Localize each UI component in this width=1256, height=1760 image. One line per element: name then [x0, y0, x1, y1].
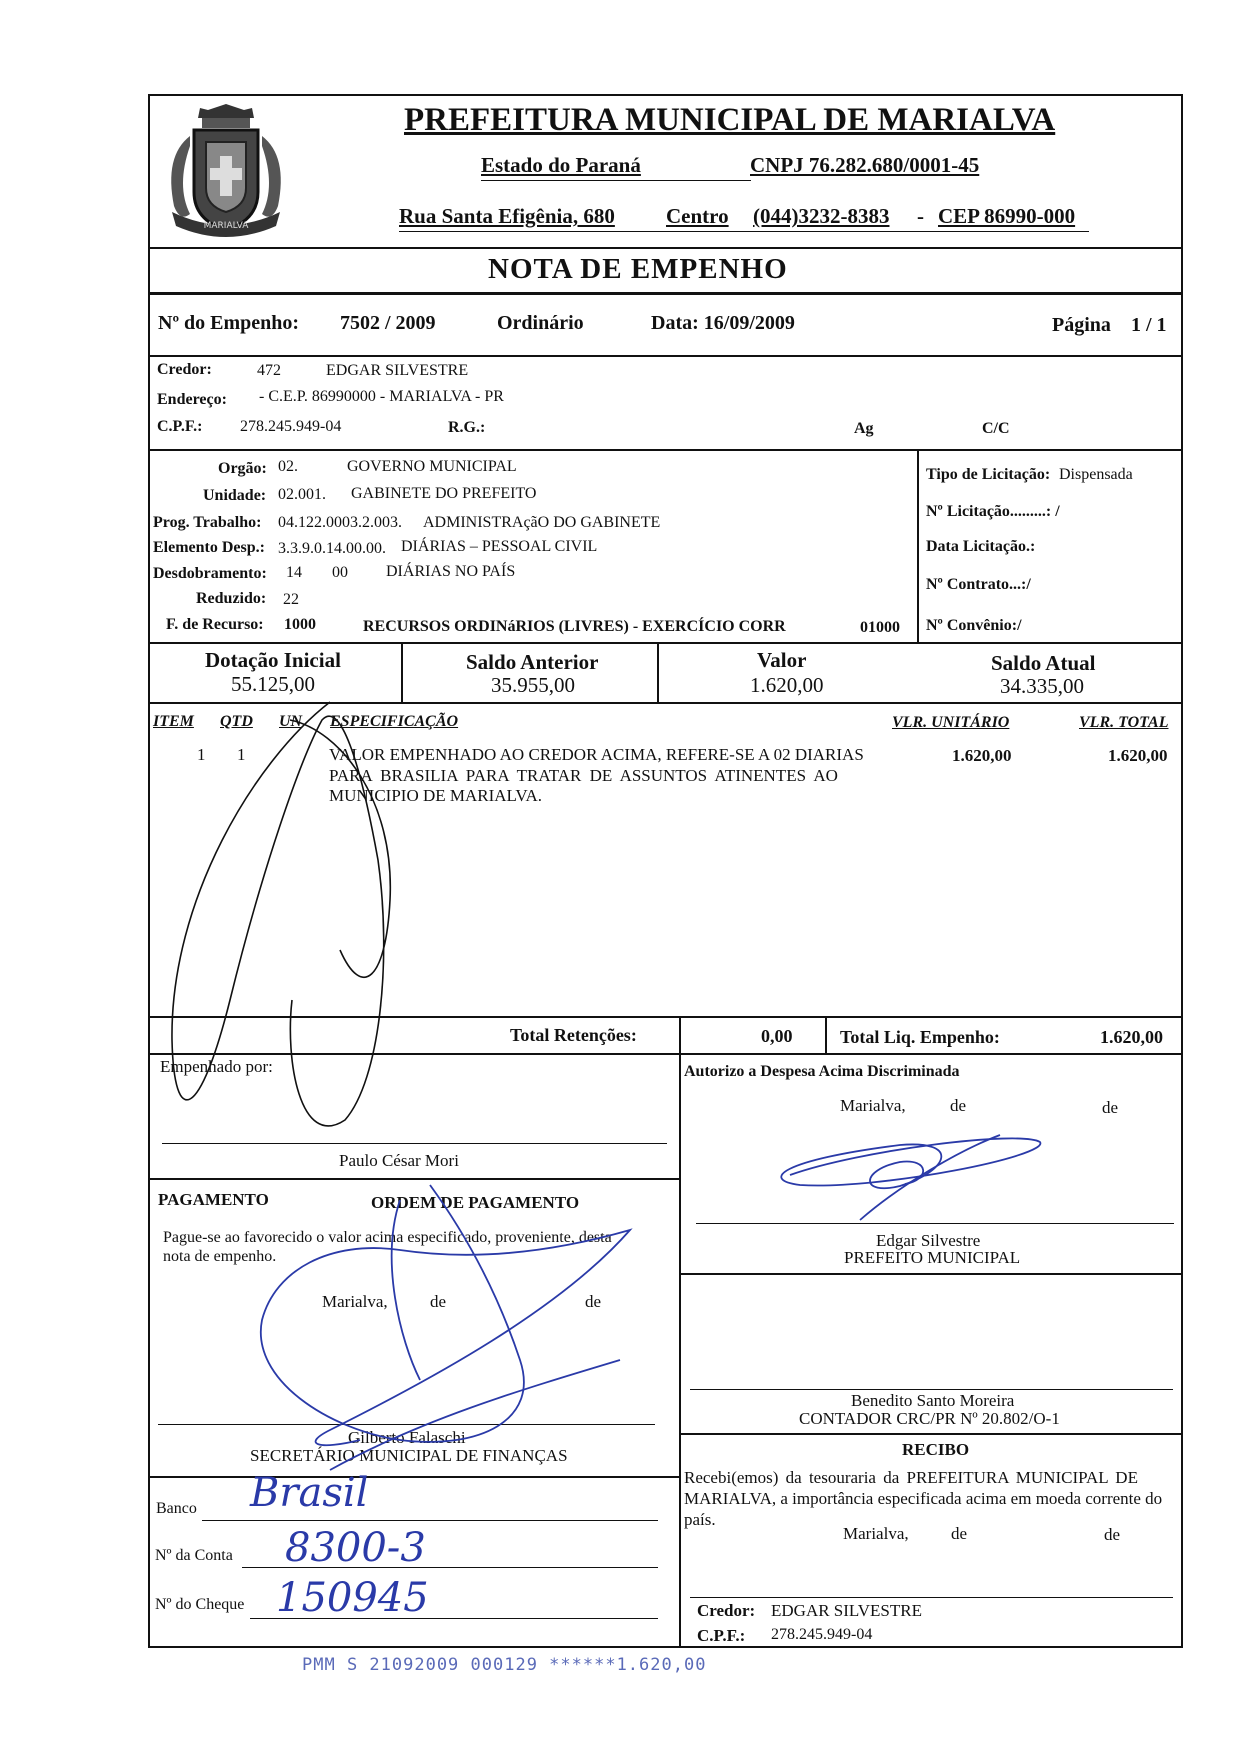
secretario-name: Gilberto Falaschi: [348, 1428, 466, 1447]
divider: [679, 1053, 681, 1648]
cheque-label: Nº do Cheque: [155, 1596, 245, 1613]
item-number: 1: [197, 745, 206, 764]
credor-label: Credor:: [157, 361, 212, 378]
street-address: Rua Santa Efigênia, 680: [399, 204, 615, 228]
banco-handwritten: Brasil: [250, 1470, 369, 1516]
signature-line: [690, 1597, 1173, 1598]
autorizo-month-separator: de: [1102, 1098, 1119, 1117]
divider: [917, 449, 919, 643]
recurso-label: F. de Recurso:: [166, 616, 264, 633]
divider: [679, 1273, 1183, 1275]
orgao-label: Orgão:: [218, 460, 267, 477]
divider: [148, 355, 1183, 357]
orgao-name: GOVERNO MUNICIPAL: [347, 458, 517, 475]
tipo-licitacao-label: Tipo de Licitação:: [926, 466, 1051, 483]
pagamento-label: PAGAMENTO: [158, 1190, 269, 1209]
document-title: NOTA DE EMPENHO: [488, 253, 788, 285]
empenho-date: Data: 16/09/2009: [651, 312, 795, 334]
divider: [148, 1476, 680, 1478]
column-header-item: ITEM: [153, 713, 194, 730]
divider: [148, 1178, 680, 1180]
saldo-anterior-value: 35.955,00: [491, 673, 575, 697]
unidade-name: GABINETE DO PREFEITO: [351, 485, 537, 502]
divider: [657, 642, 659, 702]
retencoes-label: Total Retenções:: [510, 1025, 637, 1045]
tipo-licitacao-value: Dispensada: [1059, 466, 1133, 483]
column-header-un: UN: [279, 713, 303, 730]
divider: [148, 247, 1183, 249]
valor-value: 1.620,00: [750, 673, 824, 697]
item-spec-line: PARA BRASILIA PARA TRATAR DE ASSUNTOS ATINENTES AO: [329, 766, 838, 785]
recibo-credor-name: EDGAR SILVESTRE: [771, 1601, 922, 1620]
autorizo-city: Marialva,: [840, 1096, 906, 1115]
recurso-name: RECURSOS ORDINáRIOS (LIVRES) - EXERCÍCIO CORR: [363, 618, 786, 635]
conta-handwritten: 8300-3: [285, 1525, 426, 1571]
item-spec-line: VALOR EMPENHADO AO CREDOR ACIMA, REFERE-SE A 02 DIARIAS: [329, 745, 864, 764]
recibo-title: RECIBO: [902, 1440, 970, 1459]
signature-line: [690, 1389, 1173, 1390]
page-label: Página: [1052, 314, 1111, 336]
pagamento-day-separator: de: [430, 1292, 447, 1311]
item-unit-value: 1.620,00: [952, 746, 1012, 765]
cep: CEP 86990-000: [938, 204, 1076, 228]
dotacao-value: 55.125,00: [231, 672, 315, 696]
unidade-code: 02.001.: [278, 486, 326, 503]
municipal-coat-of-arms-icon: [150, 96, 302, 246]
divider: [825, 1016, 827, 1054]
numero-convenio: Nº Convênio:/: [926, 617, 1022, 634]
recibo-text-line: MARIALVA, a importância especificada acima em moeda corrente do: [684, 1489, 1163, 1508]
address-separator: -: [917, 204, 924, 228]
numero-contrato: Nº Contrato...:/: [926, 576, 1031, 593]
valor-label: Valor: [757, 648, 807, 672]
credor-cpf: 278.245.949-04: [240, 418, 342, 435]
numero-licitacao: Nº Licitação.........: /: [926, 503, 1060, 520]
divider: [401, 642, 403, 702]
saldo-anterior-label: Saldo Anterior: [466, 650, 599, 674]
state-underline: [481, 180, 751, 181]
desdobramento-label: Desdobramento:: [153, 565, 267, 582]
saldo-atual-value: 34.335,00: [1000, 674, 1084, 698]
saldo-atual-label: Saldo Atual: [991, 651, 1096, 675]
recibo-text-line: Recebi(emos) da tesouraria da PREFEITURA MUNICIPAL DE: [684, 1468, 1138, 1487]
reduzido-label: Reduzido:: [196, 590, 267, 607]
desdobramento-sub: 00: [332, 564, 348, 581]
conta-label: Nº da Conta: [155, 1547, 233, 1564]
recibo-cpf-label: C.P.F.:: [697, 1626, 746, 1645]
contador-role: CONTADOR CRC/PR Nº 20.802/O-1: [799, 1409, 1060, 1428]
data-licitacao: Data Licitação.:: [926, 538, 1036, 555]
divider: [148, 702, 1183, 704]
divider: [148, 292, 1183, 295]
desdobramento-code: 14: [286, 564, 302, 581]
phone-number: (044)3232-8383: [753, 204, 890, 228]
recibo-city: Marialva,: [843, 1524, 909, 1543]
pagamento-text-line: nota de empenho.: [163, 1248, 277, 1265]
recurso-code: 1000: [284, 616, 316, 633]
signature-line: [696, 1223, 1174, 1224]
pagamento-text-line: Pague-se ao favorecido o valor acima especificado, proveniente, desta: [163, 1229, 612, 1246]
prog-trabalho-name: ADMINISTRAçãO DO GABINETE: [423, 514, 661, 531]
banco-label: Banco: [156, 1500, 197, 1517]
credor-address: - C.E.P. 86990000 - MARIALVA - PR: [259, 388, 504, 405]
rg-label: R.G.:: [448, 419, 486, 436]
empenho-type: Ordinário: [497, 312, 584, 334]
item-spec-line: MUNICIPIO DE MARIALVA.: [329, 786, 542, 805]
column-header-total-value: VLR. TOTAL: [1079, 714, 1169, 731]
prog-trabalho-code: 04.122.0003.2.003.: [278, 514, 402, 531]
column-header-spec: ESPECIFICAÇÃO: [330, 713, 459, 730]
recibo-day-separator: de: [951, 1524, 968, 1543]
column-header-unit-value: VLR. UNITÁRIO: [892, 714, 1010, 731]
credor-name: EDGAR SILVESTRE: [326, 362, 469, 379]
recibo-text-line: país.: [684, 1510, 716, 1529]
account-label: C/C: [982, 420, 1010, 437]
liquido-label: Total Liq. Empenho:: [840, 1027, 1000, 1047]
elemento-code: 3.3.9.0.14.00.00.: [278, 540, 386, 557]
liquido-value: 1.620,00: [1100, 1027, 1163, 1047]
signature-line: [158, 1424, 655, 1425]
contador-name: Benedito Santo Moreira: [851, 1391, 1015, 1410]
agency-label: Ag: [854, 420, 874, 437]
prog-trabalho-label: Prog. Trabalho:: [153, 514, 262, 531]
desdobramento-name: DIÁRIAS NO PAÍS: [386, 563, 516, 580]
ordem-pagamento-label: ORDEM DE PAGAMENTO: [371, 1193, 580, 1212]
address-label: Endereço:: [157, 391, 227, 408]
item-total-value: 1.620,00: [1108, 746, 1168, 765]
divider: [148, 642, 1183, 644]
recibo-month-separator: de: [1104, 1525, 1121, 1544]
retencoes-value: 0,00: [761, 1026, 793, 1046]
divider: [148, 1053, 1183, 1055]
prefeito-role: PREFEITO MUNICIPAL: [844, 1248, 1021, 1267]
empenhado-signer: Paulo César Mori: [339, 1151, 459, 1170]
recurso-number: 01000: [860, 619, 900, 636]
divider: [679, 1433, 1183, 1435]
empenho-number-label: Nº do Empenho:: [158, 312, 300, 334]
cheque-handwritten: 150945: [276, 1575, 429, 1621]
unidade-label: Unidade:: [203, 487, 267, 504]
divider: [148, 449, 1183, 451]
address-underline: [399, 231, 1089, 232]
divider: [148, 1016, 1183, 1018]
reduzido-value: 22: [283, 591, 299, 608]
elemento-name: DIÁRIAS – PESSOAL CIVIL: [401, 538, 598, 555]
signature-line: [162, 1143, 667, 1144]
autorizo-label: Autorizo a Despesa Acima Discriminada: [684, 1063, 960, 1080]
pagamento-city: Marialva,: [322, 1292, 388, 1311]
payment-stamp: PMM S 21092009 000129 ******1.620,00: [302, 1655, 707, 1675]
secretario-role: SECRETÁRIO MUNICIPAL DE FINANÇAS: [250, 1446, 568, 1465]
cpf-label: C.P.F.:: [157, 418, 203, 435]
cnpj: CNPJ 76.282.680/0001-45: [750, 153, 980, 177]
autorizo-day-separator: de: [950, 1096, 967, 1115]
dotacao-label: Dotação Inicial: [205, 648, 341, 672]
state-name: Estado do Paraná: [481, 153, 641, 177]
item-quantity: 1: [237, 745, 246, 764]
pagamento-month-separator: de: [585, 1292, 602, 1311]
empenho-number: 7502 / 2009: [340, 312, 436, 334]
banco-line: [202, 1520, 658, 1521]
divider: [679, 1016, 681, 1054]
orgao-code: 02.: [278, 458, 298, 475]
empenhado-por-label: Empenhado por:: [160, 1057, 273, 1076]
municipality-title: PREFEITURA MUNICIPAL DE MARIALVA: [404, 102, 1056, 138]
svg-text:MARIALVA: MARIALVA: [203, 221, 249, 231]
prefeito-name: Edgar Silvestre: [876, 1231, 981, 1250]
district: Centro: [666, 204, 729, 228]
column-header-qtd: QTD: [220, 713, 253, 730]
recibo-credor-label: Credor:: [697, 1601, 756, 1620]
credor-code: 472: [257, 362, 281, 379]
page-number: 1 / 1: [1131, 314, 1167, 336]
elemento-label: Elemento Desp.:: [153, 539, 265, 556]
recibo-cpf: 278.245.949-04: [771, 1626, 873, 1643]
